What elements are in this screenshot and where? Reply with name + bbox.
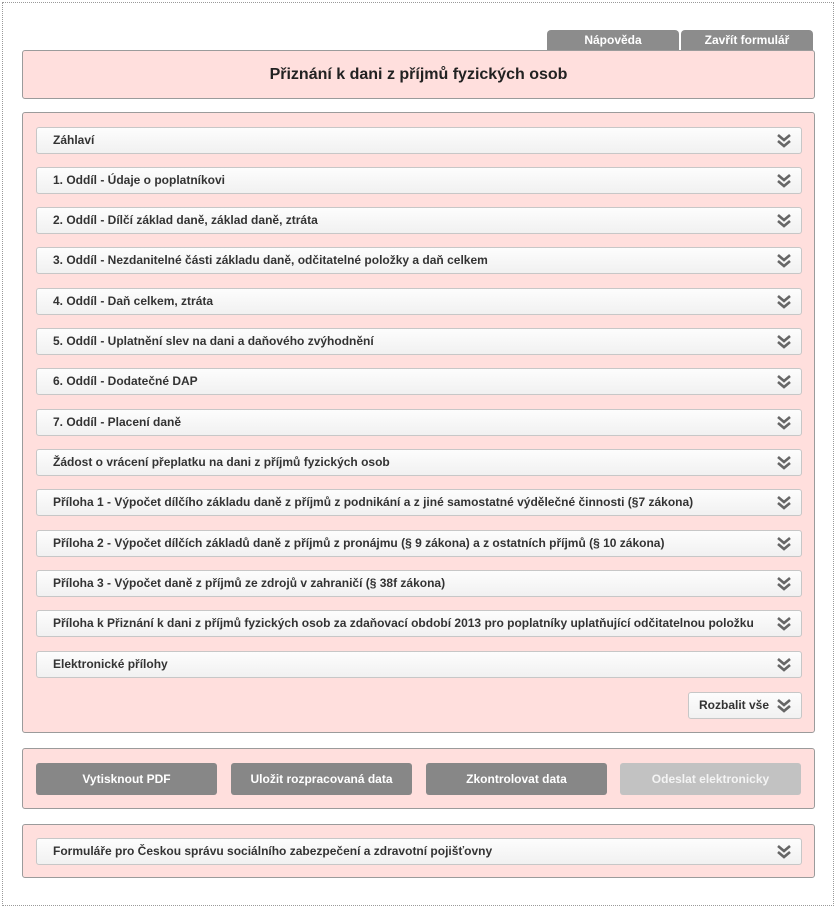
- section-3-label: 3. Oddíl - Nezdanitelné části základu daně, odčitatelné položky a daň celkem: [53, 253, 488, 267]
- section-appendix-2-label: Příloha 2 - Výpočet dílčích základů daně z příjmů z pronájmu (§ 9 zákona) a z ostatních příjmů (§ 10 zákona): [53, 536, 665, 550]
- double-chevron-down-icon: [776, 536, 792, 552]
- social-health-forms-section[interactable]: [36, 838, 802, 865]
- section-appendix-deductible-label: Příloha k Přiznání k dani z příjmů fyzických osob za zdaňovací období 2013 pro poplatníky uplatňující odčitatelnou položku: [53, 616, 754, 630]
- double-chevron-down-icon: [776, 576, 792, 592]
- section-refund-request[interactable]: [36, 449, 802, 476]
- double-chevron-down-icon: [776, 133, 792, 149]
- section-2-tax-base[interactable]: [36, 207, 802, 234]
- social-insurance-panel: [22, 824, 815, 878]
- section-appendix-3[interactable]: [36, 570, 802, 597]
- section-7-label: 7. Oddíl - Placení daně: [53, 415, 182, 429]
- validate-data-button[interactable]: Zkontrolovat data: [426, 763, 607, 795]
- double-chevron-down-icon: [776, 616, 792, 632]
- help-tab[interactable]: Nápověda: [547, 30, 679, 51]
- double-chevron-down-icon: [776, 844, 792, 860]
- section-7-tax-payment[interactable]: [36, 409, 802, 436]
- expand-all-button[interactable]: [688, 692, 802, 719]
- section-appendix-deductible[interactable]: [36, 610, 802, 637]
- double-chevron-down-icon: [776, 173, 792, 189]
- double-chevron-down-icon: [776, 253, 792, 269]
- double-chevron-down-icon: [776, 415, 792, 431]
- section-header-label: Záhlaví: [53, 133, 95, 147]
- section-appendix-3-label: Příloha 3 - Výpočet daně z příjmů ze zdrojů v zahraničí (§ 38f zákona): [53, 576, 446, 590]
- close-form-tab[interactable]: Zavřít formulář: [681, 30, 813, 51]
- section-6-label: 6. Oddíl - Dodatečné DAP: [53, 374, 198, 388]
- double-chevron-down-icon: [776, 495, 792, 511]
- double-chevron-down-icon: [776, 334, 792, 350]
- double-chevron-down-icon: [776, 213, 792, 229]
- section-header[interactable]: [36, 127, 802, 154]
- title-panel: [22, 50, 815, 99]
- top-navigation: [547, 30, 813, 51]
- save-draft-button[interactable]: Uložit rozpracovaná data: [231, 763, 412, 795]
- double-chevron-down-icon: [776, 455, 792, 471]
- sections-panel: [22, 112, 815, 733]
- double-chevron-down-icon: [776, 657, 792, 673]
- page-title: Přiznání k dani z příjmů fyzických osob: [269, 66, 568, 83]
- print-pdf-button[interactable]: Vytisknout PDF: [36, 763, 217, 795]
- section-appendix-1[interactable]: [36, 489, 802, 516]
- section-refund-label: Žádost o vrácení přeplatku na dani z příjmů fyzických osob: [53, 455, 390, 469]
- section-appendix-1-label: Příloha 1 - Výpočet dílčího základu daně z příjmů z podnikání a z jiné samostatné výdělečné činnosti (§7 zákona): [53, 495, 694, 509]
- section-6-supplementary[interactable]: [36, 368, 802, 395]
- section-3-deductions[interactable]: [36, 247, 802, 274]
- section-5-label: 5. Oddíl - Uplatnění slev na dani a daňového zvýhodnění: [53, 334, 374, 348]
- section-4-label: 4. Oddíl - Daň celkem, ztráta: [53, 294, 214, 308]
- section-1-taxpayer[interactable]: [36, 167, 802, 194]
- actions-panel: [22, 748, 815, 809]
- section-electronic-label: Elektronické přílohy: [53, 657, 168, 671]
- social-health-forms-label: Formuláře pro Českou správu sociálního zabezpečení a zdravotní pojišťovny: [53, 844, 493, 858]
- section-appendix-2[interactable]: [36, 530, 802, 557]
- double-chevron-down-icon: [776, 698, 792, 714]
- section-electronic-attachments[interactable]: [36, 651, 802, 678]
- section-5-tax-relief[interactable]: [36, 328, 802, 355]
- section-4-total-tax[interactable]: [36, 288, 802, 315]
- section-2-label: 2. Oddíl - Dílčí základ daně, základ daně, ztráta: [53, 213, 318, 227]
- expand-all-label: Rozbalit vše: [699, 698, 770, 712]
- submit-electronically-button: Odeslat elektronicky: [620, 763, 801, 795]
- section-1-label: 1. Oddíl - Údaje o poplatníkovi: [53, 173, 226, 187]
- double-chevron-down-icon: [776, 374, 792, 390]
- double-chevron-down-icon: [776, 294, 792, 310]
